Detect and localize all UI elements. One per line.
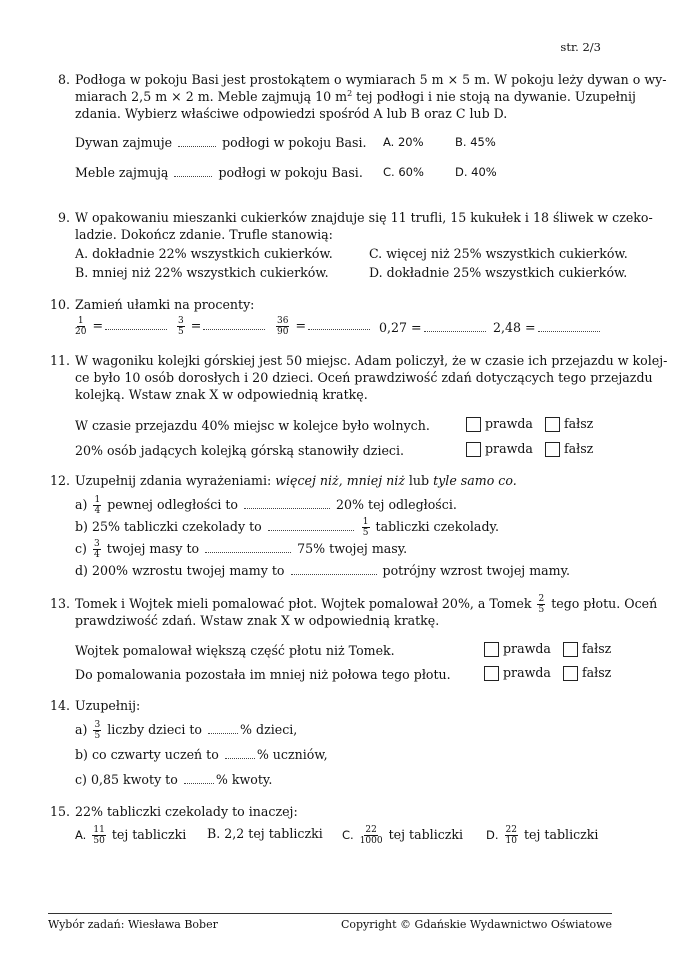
answer-blank[interactable] <box>208 722 238 734</box>
fraction: $\frac{36}{90}$ <box>277 316 289 337</box>
footer-author: Wybór zadań: Wiesława Bober <box>48 918 218 931</box>
answer-blank[interactable] <box>225 747 255 759</box>
question-text: Uzupełnij zdania wyrażeniami: więcej niż, mniej niż lub tyle samo co. <box>75 473 517 488</box>
answer-blank[interactable] <box>184 772 214 784</box>
answer-blank[interactable] <box>291 563 377 575</box>
statement-a: a) $\frac{1}{4}$ pewnej odległości to 20% tej odległości. <box>75 495 457 516</box>
true-checkbox[interactable] <box>466 417 481 432</box>
question-number: 10. <box>49 297 70 312</box>
question-number: 9. <box>57 210 70 225</box>
option-b[interactable]: B. 45% <box>455 135 496 149</box>
option-c[interactable]: C. $\frac{22}{1000}$ tej tabliczki <box>342 825 464 846</box>
statement-c: c) $\frac{3}{4}$ twojej masy to 75% twojej masy. <box>75 539 408 560</box>
option-d[interactable]: D. 40% <box>455 165 497 179</box>
true-checkbox[interactable] <box>484 642 499 657</box>
option-d[interactable]: D. $\frac{22}{10}$ tej tabliczki <box>486 825 599 846</box>
question-text: kolejką. Wstaw znak X w odpowiednią kratkę. <box>75 387 368 402</box>
conversion-item: $\frac{36}{90}$ = <box>274 316 372 337</box>
page-number: str. 2/3 <box>560 40 601 54</box>
true-false-choice: prawda fałsz <box>484 665 611 681</box>
statement: Dywan zajmuje podłogi w pokoju Basi. <box>75 135 367 150</box>
answer-blank[interactable] <box>174 165 212 177</box>
statement: 20% osób jadących kolejką górską stanowiły dzieci. <box>75 443 405 458</box>
false-checkbox[interactable] <box>563 666 578 681</box>
conversion-item: 2,48 = <box>493 320 602 335</box>
option-a[interactable]: A. $\frac{11}{50}$ tej tabliczki <box>75 825 187 846</box>
answer-blank[interactable] <box>205 541 291 553</box>
footer-copyright: Copyright © Gdańskie Wydawnictwo Oświatowe <box>340 918 612 931</box>
option-c[interactable]: C. więcej niż 25% wszystkich cukierków. <box>369 246 628 261</box>
question-text: zdania. Wybierz właściwe odpowiedzi spośród A lub B oraz C lub D. <box>75 106 508 121</box>
answer-blank[interactable] <box>203 318 265 330</box>
question-text: Podłoga w pokoju Basi jest prostokątem o wymiarach 5 m × 5 m. W pokoju leży dywan o wy- <box>75 72 667 87</box>
answer-blank[interactable] <box>105 318 167 330</box>
conversion-item: 0,27 = <box>379 320 488 335</box>
true-false-choice: prawda fałsz <box>484 641 611 657</box>
answer-blank[interactable] <box>424 320 486 332</box>
true-checkbox[interactable] <box>484 666 499 681</box>
answer-blank[interactable] <box>244 497 330 509</box>
question-number: 11. <box>49 353 70 368</box>
statement-b: b) co czwarty uczeń to % uczniów, <box>75 747 328 762</box>
true-checkbox[interactable] <box>466 442 481 457</box>
option-b[interactable]: B. 2,2 tej tabliczki <box>207 826 323 841</box>
statement-c: c) 0,85 kwoty to % kwoty. <box>75 772 273 787</box>
false-checkbox[interactable] <box>545 442 560 457</box>
question-text: prawdziwość zdań. Wstaw znak X w odpowiednią kratkę. <box>75 613 440 628</box>
question-number: 8. <box>57 72 70 87</box>
question-number: 12. <box>49 473 70 488</box>
false-checkbox[interactable] <box>545 417 560 432</box>
answer-blank[interactable] <box>538 320 600 332</box>
fraction: $\frac{3}{5}$ <box>178 316 184 337</box>
option-d[interactable]: D. dokładnie 25% wszystkich cukierków. <box>369 265 628 280</box>
question-text: ce było 10 osób dorosłych i 20 dzieci. Oceń prawdziwość zdań dotyczących tego przejazdu <box>75 370 653 385</box>
statement-d: d) 200% wzrostu twojej mamy to potrójny wzrost twojej mamy. <box>75 563 571 578</box>
statement: Meble zajmują podłogi w pokoju Basi. <box>75 165 363 180</box>
true-false-choice: prawda fałsz <box>466 416 593 432</box>
option-a[interactable]: A. dokładnie 22% wszystkich cukierków. <box>75 246 333 261</box>
question-text: Zamień ułamki na procenty: <box>75 297 255 312</box>
answer-blank[interactable] <box>308 318 370 330</box>
true-false-choice: prawda fałsz <box>466 441 593 457</box>
question-text: 22% tabliczki czekolady to inaczej: <box>75 804 298 819</box>
statement-b: b) 25% tabliczki czekolady to $\frac{1}{5}$ tabliczki czekolady. <box>75 517 499 538</box>
question-text: W opakowaniu mieszanki cukierków znajduje się 11 trufli, 15 kukułek i 18 śliwek w czeko- <box>75 210 653 225</box>
statement: Wojtek pomalował większą część płotu niż Tomek. <box>75 643 395 658</box>
question-number: 15. <box>49 804 70 819</box>
question-text: Tomek i Wojtek mieli pomalować płot. Wojtek pomalował 20%, a Tomek $\frac{2}{5}$ tego płotu. Oceń <box>75 594 658 615</box>
conversion-item: $\frac{1}{20}$ = <box>73 316 169 337</box>
question-text: W wagoniku kolejki górskiej jest 50 miejsc. Adam policzył, że w czasie ich przejazdu w kolej- <box>75 353 668 368</box>
statement: W czasie przejazdu 40% miejsc w kolejce było wolnych. <box>75 418 430 433</box>
question-number: 14. <box>49 698 70 713</box>
answer-blank[interactable] <box>268 519 354 531</box>
option-b[interactable]: B. mniej niż 22% wszystkich cukierków. <box>75 265 329 280</box>
conversion-item: $\frac{3}{5}$ = <box>175 316 267 337</box>
option-c[interactable]: C. 60% <box>383 165 424 179</box>
false-checkbox[interactable] <box>563 642 578 657</box>
statement: Do pomalowania pozostała im mniej niż połowa tego płotu. <box>75 667 451 682</box>
question-text: ladzie. Dokończ zdanie. Trufle stanowią: <box>75 227 333 242</box>
statement-a: a) $\frac{3}{5}$ liczby dzieci to % dzieci, <box>75 720 298 741</box>
question-text: Uzupełnij: <box>75 698 141 713</box>
option-a[interactable]: A. 20% <box>383 135 424 149</box>
question-number: 13. <box>49 596 70 611</box>
answer-blank[interactable] <box>178 135 216 147</box>
fraction: $\frac{1}{20}$ <box>75 316 87 337</box>
question-text: miarach 2,5 m × 2 m. Meble zajmują 10 $m^2$ tej podłogi i nie stoją na dywanie. Uzupełnij <box>75 89 636 105</box>
page-footer <box>48 913 612 931</box>
